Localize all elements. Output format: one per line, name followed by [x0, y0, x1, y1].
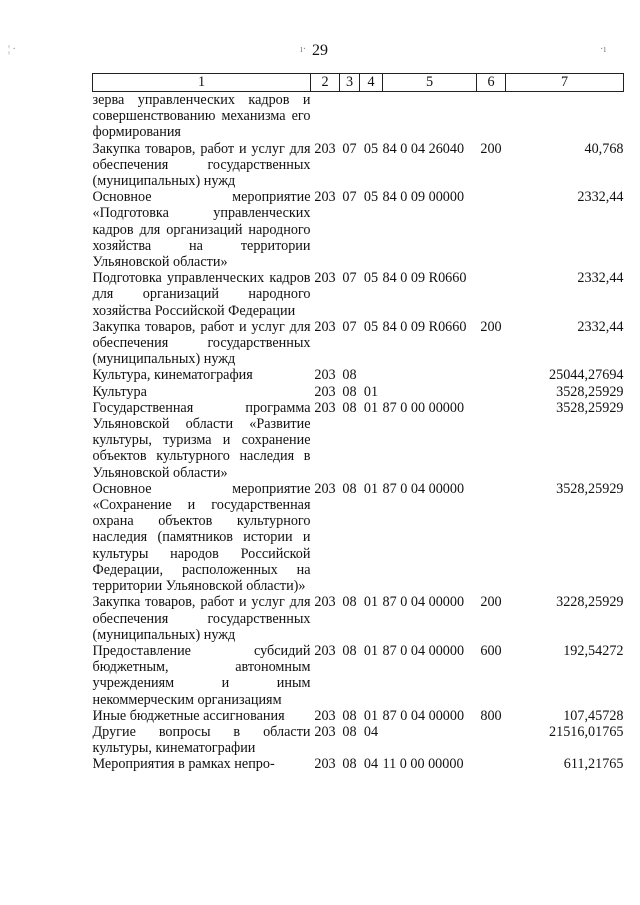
row-code-target: 84 0 09 R0660 [382, 270, 467, 287]
row-amount: 25044,27694 [549, 367, 624, 384]
row-name: Основное мероприятие «Сохранение и государственная охрана объектов культурного наследия (памятников истории и культуры народов Российской Федерации, расположенных на территории Ульяновской области)» [92, 480, 311, 595]
row-code-ministry: 203 [314, 189, 336, 206]
row-code-section [340, 92, 360, 141]
row-code-target [383, 724, 477, 756]
scan-mark: ¦ · [8, 44, 16, 55]
row-code-target [383, 367, 477, 383]
row-code-expense-type: 600 [480, 642, 502, 659]
scan-mark: ı· [300, 44, 307, 55]
row-code-subsection: 01 [363, 707, 379, 724]
row-name: Закупка товаров, работ и услуг для обеспечения государственных (муниципальных) нужд [92, 140, 311, 190]
row-amount: 3228,25929 [556, 594, 624, 611]
row-amount: 192,54272 [563, 642, 624, 659]
table-row [93, 270, 624, 319]
row-code-expense-type [477, 92, 506, 141]
row-code-target: 87 0 00 00000 [382, 399, 465, 416]
row-code-target: 87 0 04 00000 [382, 642, 465, 659]
row-code-expense-type: 200 [480, 594, 502, 611]
row-code-ministry: 203 [314, 707, 336, 724]
row-code-subsection: 01 [363, 594, 379, 611]
row-code-section: 08 [342, 723, 357, 740]
row-amount: 21516,01765 [549, 723, 624, 740]
row-amount: 2332,44 [577, 189, 624, 206]
column-header-7: 7 [506, 74, 624, 92]
page-number: 29 [312, 42, 328, 59]
row-code-expense-type [477, 367, 506, 383]
table-row [93, 319, 624, 368]
row-code-ministry: 203 [314, 399, 336, 416]
row-name: Государственная программа Ульяновской области «Развитие культуры, туризма и сохранение объектов культурного наследия в Ульяновской области» [92, 399, 311, 481]
row-code-expense-type [477, 384, 506, 400]
row-code-ministry: 203 [314, 723, 336, 740]
row-code-section: 08 [342, 756, 357, 773]
row-code-subsection [360, 367, 383, 383]
row-amount [506, 92, 624, 141]
row-code-subsection: 01 [363, 642, 379, 659]
row-code-expense-type: 200 [480, 140, 502, 157]
row-code-expense-type [477, 400, 506, 481]
row-code-section: 08 [342, 399, 357, 416]
row-name: Закупка товаров, работ и услуг для обеспечения государственных (муниципальных) нужд [92, 594, 311, 643]
row-code-section: 08 [342, 594, 357, 611]
row-code-ministry: 203 [314, 594, 336, 611]
row-code-target: 11 0 00 00000 [382, 756, 464, 773]
row-code-subsection: 05 [363, 270, 379, 287]
table-row [93, 708, 624, 724]
row-code-section: 08 [342, 367, 357, 384]
table-row [93, 384, 624, 400]
row-amount: 3528,25929 [556, 399, 624, 416]
row-name: Подготовка управленческих кадров для организаций народного хозяйства Российской Федерации [92, 270, 311, 319]
row-code-section: 08 [342, 480, 357, 497]
row-code-ministry: 203 [314, 318, 336, 335]
scan-mark: ·ı [600, 44, 607, 55]
table-row [93, 92, 624, 141]
row-name: Предоставление субсидий бюджетным, автономным учреждениям и иным некоммерческим организациям [92, 642, 311, 708]
row-code-ministry: 203 [314, 140, 336, 157]
row-code-expense-type [477, 270, 506, 319]
row-code-target: 84 0 04 26040 [382, 140, 465, 157]
row-code-subsection: 05 [363, 318, 379, 335]
table-row [93, 724, 624, 756]
table-row [93, 367, 624, 383]
row-code-ministry: 203 [314, 756, 336, 773]
row-code-subsection: 05 [363, 140, 379, 157]
row-name: зерва управленческих кадров и совершенствованию механизма его формирования [92, 92, 311, 141]
row-name: Культура, кинематография [92, 367, 253, 384]
table-row [93, 189, 624, 270]
column-header-4: 4 [360, 74, 383, 92]
row-code-section: 07 [342, 318, 357, 335]
row-code-subsection [360, 92, 383, 141]
row-amount: 2332,44 [577, 318, 624, 335]
row-code-target: 84 0 09 00000 [382, 189, 465, 206]
row-code-section: 07 [342, 140, 357, 157]
row-name: Мероприятия в рамках непро- [92, 756, 275, 773]
table-row [93, 481, 624, 594]
column-header-5: 5 [383, 74, 477, 92]
row-code-ministry: 203 [314, 383, 336, 400]
row-code-section: 07 [342, 270, 357, 287]
row-code-expense-type [477, 481, 506, 594]
column-header-3: 3 [340, 74, 360, 92]
row-amount: 40,768 [584, 140, 624, 157]
row-amount: 107,45728 [563, 707, 624, 724]
row-name: Закупка товаров, работ и услуг для обеспечения государственных (муниципальных) нужд [92, 318, 311, 368]
row-code-subsection: 01 [363, 383, 379, 400]
table-header-row [93, 74, 624, 92]
row-code-expense-type [477, 756, 506, 772]
row-code-target: 84 0 09 R0660 [382, 318, 467, 335]
row-amount: 3528,25929 [556, 383, 624, 400]
row-code-expense-type: 200 [480, 318, 502, 335]
budget-table [92, 73, 624, 773]
row-code-target: 87 0 04 00000 [382, 480, 465, 497]
row-name: Другие вопросы в области культуры, кинематографии [92, 723, 311, 757]
row-code-ministry: 203 [314, 642, 336, 659]
table-row [93, 756, 624, 772]
row-code-target: 87 0 04 00000 [382, 707, 465, 724]
row-amount: 2332,44 [577, 270, 624, 287]
row-code-ministry [311, 92, 340, 141]
row-code-ministry: 203 [314, 480, 336, 497]
row-code-ministry: 203 [314, 367, 336, 384]
row-code-target [383, 384, 477, 400]
table-row [93, 141, 624, 190]
row-amount: 611,21765 [563, 756, 624, 773]
table-row [93, 594, 624, 643]
row-code-section: 07 [342, 189, 357, 206]
row-code-section: 08 [342, 642, 357, 659]
column-header-6: 6 [477, 74, 506, 92]
row-code-subsection: 04 [363, 723, 379, 740]
row-code-target [383, 92, 477, 141]
row-code-expense-type: 800 [480, 707, 502, 724]
row-code-subsection: 04 [363, 756, 379, 773]
column-header-1: 1 [93, 74, 311, 92]
table-row [93, 643, 624, 708]
row-code-expense-type [477, 189, 506, 270]
row-code-section: 08 [342, 707, 357, 724]
column-header-2: 2 [311, 74, 340, 92]
row-code-section: 08 [342, 383, 357, 400]
row-code-ministry: 203 [314, 270, 336, 287]
row-name: Культура [92, 383, 147, 400]
row-code-subsection: 01 [363, 399, 379, 416]
table-row [93, 400, 624, 481]
row-code-subsection: 05 [363, 189, 379, 206]
row-name: Основное мероприятие «Подготовка управленческих кадров для организаций народного хозяйства на территории Ульяновской области» [92, 189, 311, 271]
row-name: Иные бюджетные ассигнования [92, 707, 285, 724]
row-code-target: 87 0 04 00000 [382, 594, 465, 611]
row-amount: 3528,25929 [556, 480, 624, 497]
row-code-expense-type [477, 724, 506, 756]
row-code-subsection: 01 [363, 480, 379, 497]
